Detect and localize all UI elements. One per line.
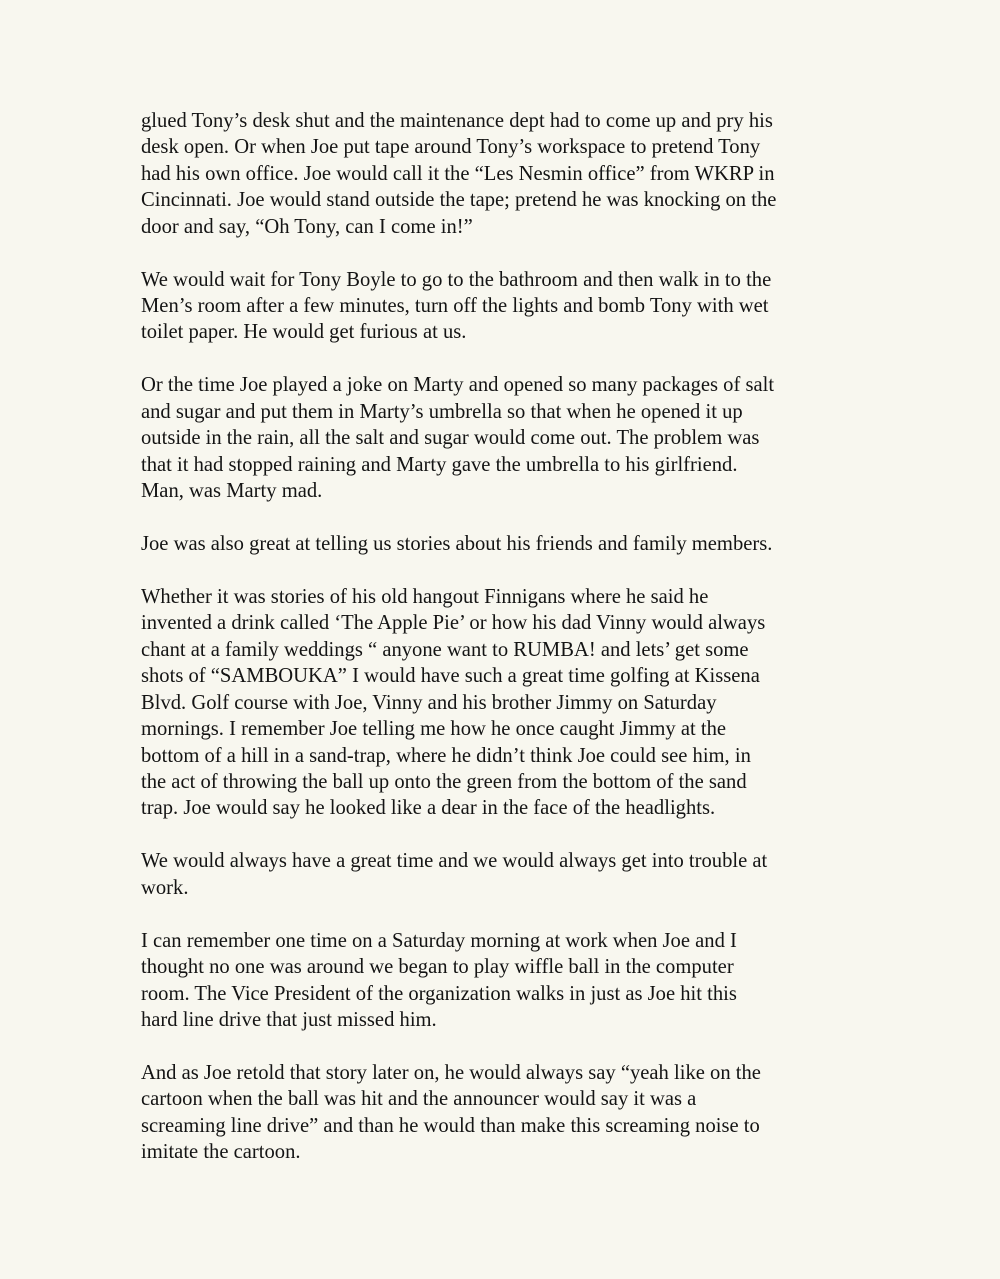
- text-line: invented a drink called ‘The Apple Pie’ or how his dad Vinny would always: [141, 612, 766, 635]
- text-line: work.: [141, 876, 189, 899]
- paragraph: [141, 584, 850, 822]
- text-line: bottom of a hill in a sand-trap, where he didn’t think Joe could see him, in: [141, 744, 751, 767]
- text-line: glued Tony’s desk shut and the maintenance dept had to come up and pry his: [141, 110, 773, 132]
- text-line: mornings. I remember Joe telling me how he once caught Jimmy at the: [141, 718, 727, 741]
- text-line: Joe was also great at telling us stories about his friends and family members.: [141, 533, 773, 556]
- text-line: thought no one was around we began to play wiffle ball in the computer: [141, 956, 734, 979]
- text-line: door and say, “Oh Tony, can I come in!”: [141, 215, 473, 238]
- text-line: screaming line drive” and than he would than make this screaming noise to: [141, 1114, 760, 1137]
- paragraph: [141, 108, 850, 240]
- text-line: Or the time Joe played a joke on Marty and opened so many packages of salt: [141, 374, 775, 397]
- paragraph: [141, 372, 850, 504]
- text-line: the act of throwing the ball up onto the green from the bottom of the sand: [141, 770, 747, 793]
- text-line: Whether it was stories of his old hangout Finnigans where he said he: [141, 586, 709, 609]
- text-line: room. The Vice President of the organization walks in just as Joe hit this: [141, 982, 737, 1005]
- text-line: We would wait for Tony Boyle to go to the bathroom and then walk in to the: [141, 268, 772, 291]
- paragraph: [141, 531, 850, 557]
- text-line: outside in the rain, all the salt and sugar would come out. The problem was: [141, 427, 760, 450]
- text-line: and sugar and put them in Marty’s umbrella so that when he opened it up: [141, 400, 743, 423]
- text-line: I can remember one time on a Saturday morning at work when Joe and I: [141, 929, 737, 952]
- text-line: cartoon when the ball was hit and the announcer would say it was a: [141, 1088, 697, 1111]
- text-line: had his own office. Joe would call it the “Les Nesmin office” from WKRP in: [141, 162, 775, 185]
- text-line: Blvd. Golf course with Joe, Vinny and his brother Jimmy on Saturday: [141, 691, 717, 714]
- paragraph: [141, 267, 850, 346]
- text-line: And as Joe retold that story later on, he would always say “yeah like on the: [141, 1061, 761, 1084]
- text-line: trap. Joe would say he looked like a dear in the face of the headlights.: [141, 797, 716, 820]
- text-line: Men’s room after a few minutes, turn off the lights and bomb Tony with wet: [141, 295, 769, 318]
- text-line: Cincinnati. Joe would stand outside the tape; pretend he was knocking on the: [141, 189, 777, 212]
- text-line: chant at a family weddings “ anyone want to RUMBA! and lets’ get some: [141, 638, 749, 661]
- paragraph: [141, 848, 850, 901]
- text-line: Man, was Marty mad.: [141, 480, 323, 503]
- text-line: imitate the cartoon.: [141, 1141, 301, 1164]
- text-line: hard line drive that just missed him.: [141, 1008, 437, 1031]
- text-line: desk open. Or when Joe put tape around Tony’s workspace to pretend Tony: [141, 136, 761, 159]
- document-body: [141, 108, 850, 1166]
- text-line: We would always have a great time and we would always get into trouble at: [141, 850, 768, 873]
- paragraph: [141, 1060, 850, 1166]
- text-line: toilet paper. He would get furious at us.: [141, 321, 467, 344]
- text-line: shots of “SAMBOUKA” I would have such a great time golfing at Kissena: [141, 665, 760, 688]
- paragraph: [141, 928, 850, 1034]
- text-line: that it had stopped raining and Marty gave the umbrella to his girlfriend.: [141, 453, 738, 476]
